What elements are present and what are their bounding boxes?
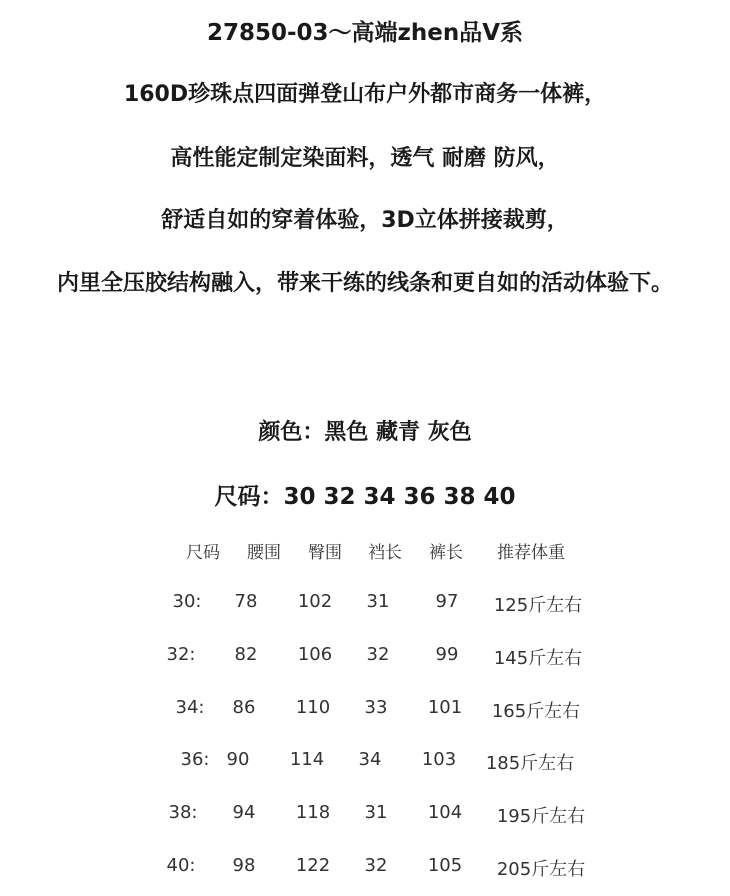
- row-rise: 34: [358, 749, 382, 770]
- description-line-2: 160D珍珠点四面弹登山布户外都市商务一体裤，: [123, 82, 607, 107]
- description-line-5: 内里全压胶结构融入，带来干练的线条和更自如的活动体验下。: [56, 271, 673, 296]
- row-size: 38:: [168, 802, 198, 823]
- row-rise: 32: [366, 644, 390, 665]
- row-waist: 82: [234, 644, 258, 665]
- row-length: 103: [421, 749, 457, 770]
- row-weight: 185斤左右: [485, 753, 575, 774]
- row-waist: 78: [234, 591, 258, 612]
- product-title: 27850-03～高端zhen品V系: [206, 20, 524, 46]
- header-hip: 臀围: [308, 543, 342, 563]
- row-weight: 125斤左右: [493, 595, 583, 616]
- description-line-3: 高性能定制定染面料，透气 耐磨 防风，: [170, 146, 560, 171]
- header-length: 裤长: [429, 543, 463, 563]
- row-hip: 106: [297, 644, 333, 665]
- row-length: 105: [427, 855, 463, 876]
- row-size: 34:: [175, 697, 205, 718]
- row-weight: 145斤左右: [493, 648, 583, 669]
- header-weight: 推荐体重: [497, 543, 565, 563]
- row-rise: 32: [364, 855, 388, 876]
- row-size: 30:: [172, 591, 202, 612]
- row-waist: 94: [232, 802, 256, 823]
- row-size: 32:: [166, 644, 196, 665]
- row-hip: 110: [295, 697, 331, 718]
- row-size: 36:: [180, 749, 210, 770]
- row-hip: 102: [297, 591, 333, 612]
- description-line-4: 舒适自如的穿着体验，3D立体拼接裁剪，: [161, 208, 569, 233]
- row-waist: 90: [226, 749, 250, 770]
- row-rise: 33: [364, 697, 388, 718]
- row-waist: 86: [232, 697, 256, 718]
- row-weight: 165斤左右: [491, 701, 581, 722]
- sizes-line: 尺码：30 32 34 36 38 40: [214, 484, 516, 510]
- header-size: 尺码: [186, 543, 220, 563]
- row-rise: 31: [366, 591, 390, 612]
- row-hip: 114: [289, 749, 325, 770]
- row-length: 97: [435, 591, 459, 612]
- row-weight: 205斤左右: [496, 859, 586, 880]
- header-waist: 腰围: [247, 543, 281, 563]
- row-weight: 195斤左右: [496, 806, 586, 827]
- row-hip: 118: [295, 802, 331, 823]
- row-size: 40:: [166, 855, 196, 876]
- header-rise: 裆长: [368, 543, 402, 563]
- colors-line: 颜色：黑色 藏青 灰色: [258, 420, 472, 445]
- row-length: 99: [435, 644, 459, 665]
- row-hip: 122: [295, 855, 331, 876]
- row-length: 101: [427, 697, 463, 718]
- row-waist: 98: [232, 855, 256, 876]
- row-length: 104: [427, 802, 463, 823]
- row-rise: 31: [364, 802, 388, 823]
